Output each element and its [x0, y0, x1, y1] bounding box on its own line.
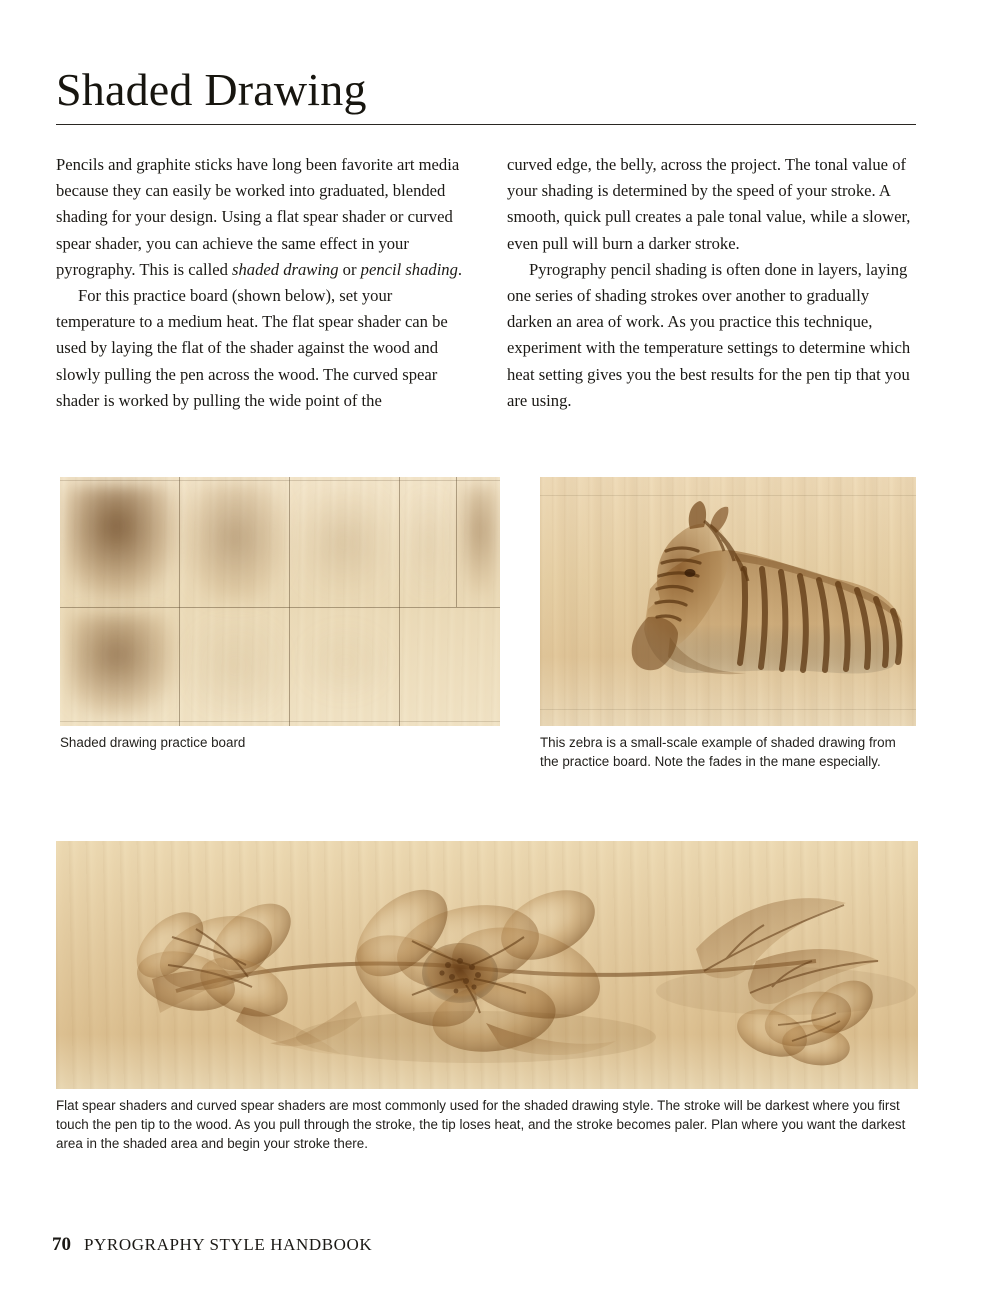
- term-pencil-shading: pencil shading: [360, 259, 458, 279]
- caption-floral: Flat spear shaders and curved spear shaders are most commonly used for the shaded drawing style. The stroke will be darkest where you first touch the pen tip to the wood. As you pull through the stroke, the tip loses heat, and the stroke becomes paler. Plan where you want the darkest area in the shaded area and begin your stroke there.: [56, 1098, 906, 1152]
- caption-zebra: This zebra is a small-scale example of shaded drawing from the practice board. Note the fades in the mane especially.: [540, 735, 896, 770]
- running-head: PYROGRAPHY STYLE HANDBOOK: [84, 1235, 373, 1254]
- column-right: [507, 152, 916, 414]
- paragraph-left-1: [56, 152, 465, 283]
- paragraph-right-1: curved edge, the belly, across the project. The tonal value of your shading is determined by the speed of your stroke. A smooth, quick pull creates a pale tonal value, while a slower, even pull will burn a darker stroke.: [507, 155, 911, 253]
- wood-surface: [60, 477, 500, 726]
- wood-surface: [56, 841, 918, 1089]
- page-title: Shaded Drawing: [56, 64, 367, 115]
- floral-image: [56, 841, 918, 1089]
- term-shaded-drawing: shaded drawing: [232, 259, 339, 279]
- wood-surface: [540, 477, 916, 726]
- title-block: [56, 66, 916, 125]
- paragraph-left-1-text: Pencils and graphite sticks have long been favorite art media because they can easily be worked into graduated, blended shading for your design. Using a flat spear shader or curved spear shader, you can achieve the same effect in your pyrography. This is called: [56, 155, 460, 279]
- floral-artwork: [56, 841, 918, 1089]
- column-left: [56, 152, 465, 414]
- page-footer: [52, 1234, 372, 1256]
- caption-practice-board: Shaded drawing practice board: [60, 735, 246, 750]
- paragraph-left-1-conjunction: or: [338, 259, 361, 279]
- page-number: 70: [52, 1234, 71, 1255]
- paragraph-right-2: Pyrography pencil shading is often done in layers, laying one series of shading strokes over another to gradually darken an area of work. As you practice this technique, experiment with the temperature settings to determine which heat setting gives you the best results for the pen tip that you are using.: [507, 259, 911, 410]
- title-divider: [56, 124, 916, 125]
- figure-practice-board: [60, 477, 500, 752]
- practice-board-image: [60, 477, 500, 726]
- body-columns: [56, 152, 916, 414]
- figure-zebra: [540, 477, 916, 771]
- zebra-artwork: [540, 477, 916, 726]
- figure-floral: [56, 841, 918, 1153]
- paragraph-left-2: For this practice board (shown below), set your temperature to a medium heat. The flat spear shader can be used by laying the flat of the shader against the wood and slowly pulling the pen across the wood. The curved spear shader is worked by pulling the wide point of the: [56, 286, 448, 410]
- paragraph-left-1-period: .: [457, 259, 463, 279]
- zebra-image: [540, 477, 916, 726]
